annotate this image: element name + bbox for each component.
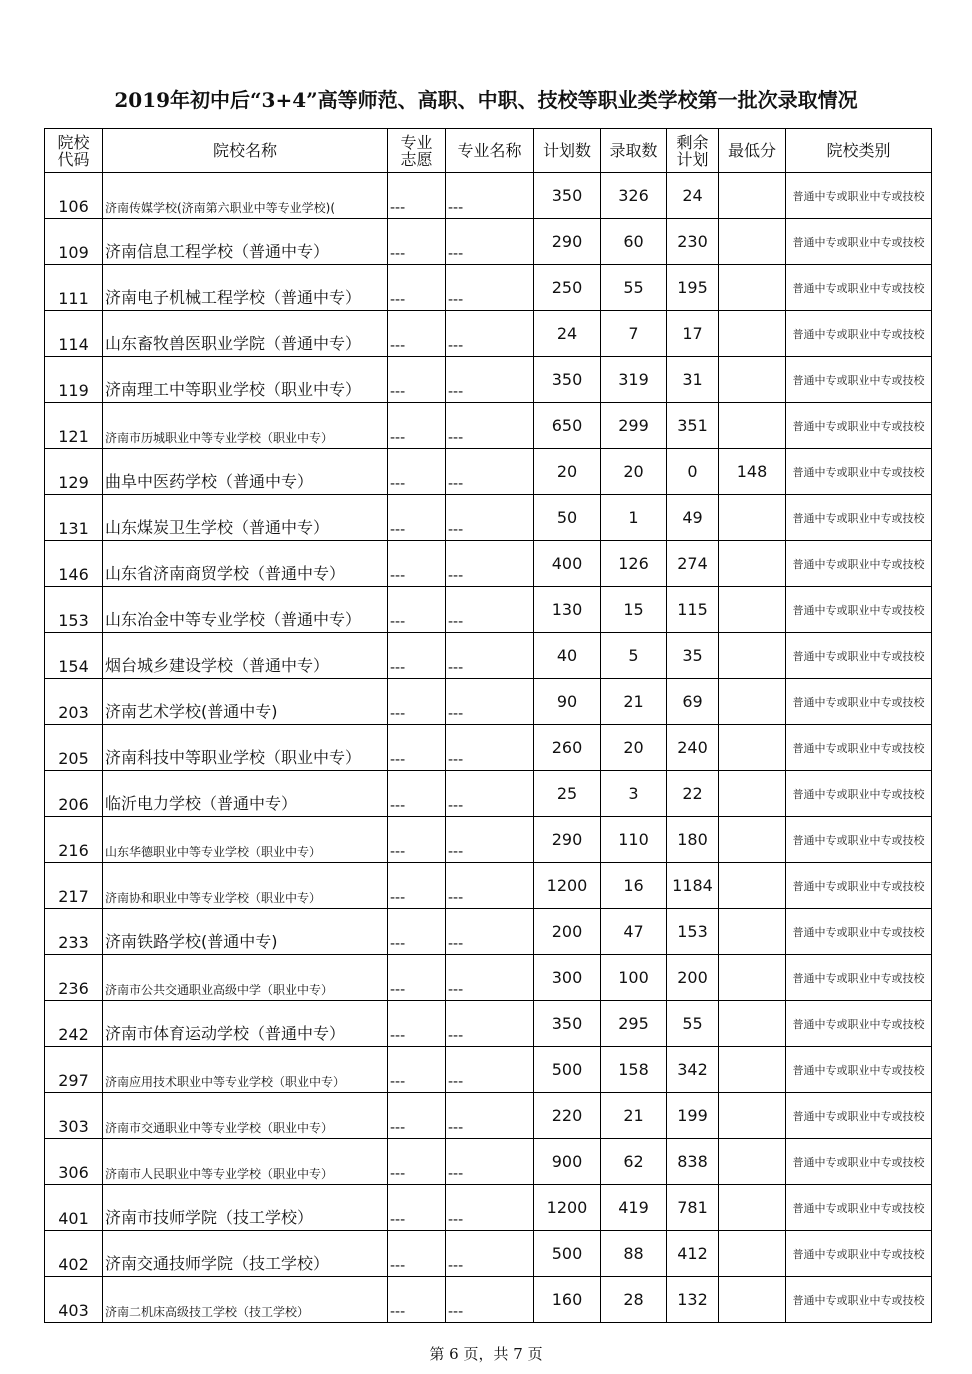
table-row [45,863,932,909]
admitted-count: 88 [601,1231,667,1277]
plan-count: 290 [534,817,601,863]
school-type: 普通中专或职业中专或技校 [786,1277,932,1323]
school-type: 普通中专或职业中专或技校 [786,219,932,265]
major-vol: --- [388,1139,446,1185]
major-name: --- [446,1185,534,1231]
remaining-count: 412 [667,1231,719,1277]
major-name: --- [446,725,534,771]
admitted-count: 158 [601,1047,667,1093]
school-code: 114 [45,311,103,357]
major-vol: --- [388,449,446,495]
remaining-count: 230 [667,219,719,265]
school-type: 普通中专或职业中专或技校 [786,265,932,311]
table-row [45,265,932,311]
min-score [719,863,786,909]
school-type: 普通中专或职业中专或技校 [786,1185,932,1231]
plan-count: 350 [534,1001,601,1047]
school-type: 普通中专或职业中专或技校 [786,1139,932,1185]
admitted-count: 419 [601,1185,667,1231]
table-row [45,357,932,403]
header-code: 院校 代码 [45,129,103,173]
school-code: 297 [45,1047,103,1093]
school-code: 205 [45,725,103,771]
major-vol: --- [388,771,446,817]
major-vol: --- [388,817,446,863]
admitted-count: 319 [601,357,667,403]
table-row [45,725,932,771]
remaining-count: 781 [667,1185,719,1231]
plan-count: 900 [534,1139,601,1185]
remaining-count: 274 [667,541,719,587]
admitted-count: 16 [601,863,667,909]
header-school-type: 院校类别 [786,129,932,173]
table-row [45,955,932,1001]
table-row [45,1047,932,1093]
major-name: --- [446,1231,534,1277]
school-type: 普通中专或职业中专或技校 [786,173,932,219]
school-code: 154 [45,633,103,679]
major-vol: --- [388,1277,446,1323]
min-score [719,1185,786,1231]
header-major-name: 专业名称 [446,129,534,173]
plan-count: 290 [534,219,601,265]
school-code: 111 [45,265,103,311]
table-header-row [45,129,932,173]
school-type: 普通中专或职业中专或技校 [786,955,932,1001]
plan-count: 400 [534,541,601,587]
school-name: 临沂电力学校（普通中专） [103,771,388,817]
table-row [45,679,932,725]
school-name: 山东煤炭卫生学校（普通中专） [103,495,388,541]
admitted-count: 126 [601,541,667,587]
remaining-count: 351 [667,403,719,449]
school-type: 普通中专或职业中专或技校 [786,771,932,817]
school-name: 济南信息工程学校（普通中专） [103,219,388,265]
plan-count: 260 [534,725,601,771]
school-code: 109 [45,219,103,265]
table-row [45,909,932,955]
admitted-count: 5 [601,633,667,679]
school-code: 129 [45,449,103,495]
school-name: 济南科技中等职业学校（职业中专） [103,725,388,771]
min-score [719,219,786,265]
major-vol: --- [388,311,446,357]
major-vol: --- [388,633,446,679]
table-row [45,1277,932,1323]
plan-count: 40 [534,633,601,679]
admitted-count: 20 [601,725,667,771]
major-name: --- [446,1047,534,1093]
major-name: --- [446,1001,534,1047]
major-vol: --- [388,1231,446,1277]
school-name: 济南市技师学院（技工学校） [103,1185,388,1231]
school-name: 山东冶金中等专业学校（普通中专） [103,587,388,633]
school-code: 236 [45,955,103,1001]
school-code: 303 [45,1093,103,1139]
school-name: 济南市交通职业中等专业学校（职业中专） [103,1093,388,1139]
admitted-count: 100 [601,955,667,1001]
major-name: --- [446,1093,534,1139]
remaining-count: 199 [667,1093,719,1139]
min-score [719,1231,786,1277]
major-vol: --- [388,265,446,311]
school-name: 山东华德职业中等专业学校（职业中专） [103,817,388,863]
min-score [719,725,786,771]
admitted-count: 299 [601,403,667,449]
min-score [719,265,786,311]
admitted-count: 28 [601,1277,667,1323]
major-vol: --- [388,1047,446,1093]
page-title: 2019年初中后“3+4”高等师范、高职、中职、技校等职业类学校第一批次录取情况 [114,88,858,112]
min-score [719,495,786,541]
min-score [719,1139,786,1185]
school-code: 146 [45,541,103,587]
table-row [45,1001,932,1047]
plan-count: 25 [534,771,601,817]
school-name: 济南铁路学校(普通中专) [103,909,388,955]
major-name: --- [446,633,534,679]
table-row [45,403,932,449]
admitted-count: 295 [601,1001,667,1047]
plan-count: 130 [534,587,601,633]
plan-count: 1200 [534,863,601,909]
school-code: 203 [45,679,103,725]
table-row [45,633,932,679]
admitted-count: 326 [601,173,667,219]
major-vol: --- [388,863,446,909]
plan-count: 220 [534,1093,601,1139]
admitted-count: 60 [601,219,667,265]
admitted-count: 3 [601,771,667,817]
min-score [719,955,786,1001]
school-code: 206 [45,771,103,817]
plan-count: 300 [534,955,601,1001]
min-score: 148 [719,449,786,495]
min-score [719,311,786,357]
min-score [719,679,786,725]
school-code: 121 [45,403,103,449]
min-score [719,587,786,633]
school-type: 普通中专或职业中专或技校 [786,403,932,449]
plan-count: 200 [534,909,601,955]
header-school-name: 院校名称 [103,129,388,173]
plan-count: 650 [534,403,601,449]
school-name: 济南传媒学校(济南第六职业中等专业学校)( [103,173,388,219]
school-name: 济南艺术学校(普通中专) [103,679,388,725]
remaining-count: 180 [667,817,719,863]
major-vol: --- [388,219,446,265]
school-code: 402 [45,1231,103,1277]
school-type: 普通中专或职业中专或技校 [786,495,932,541]
header-plan: 计划数 [534,129,601,173]
table-row [45,1093,932,1139]
major-vol: --- [388,1093,446,1139]
school-name: 济南市人民职业中等专业学校（职业中专） [103,1139,388,1185]
major-name: --- [446,587,534,633]
major-vol: --- [388,1185,446,1231]
remaining-count: 55 [667,1001,719,1047]
school-type: 普通中专或职业中专或技校 [786,1001,932,1047]
school-type: 普通中专或职业中专或技校 [786,1047,932,1093]
page-footer: 第 6 页，共 7 页 [429,1345,543,1363]
min-score [719,771,786,817]
admitted-count: 15 [601,587,667,633]
major-vol: --- [388,495,446,541]
major-vol: --- [388,955,446,1001]
plan-count: 50 [534,495,601,541]
school-type: 普通中专或职业中专或技校 [786,1093,932,1139]
remaining-count: 153 [667,909,719,955]
school-code: 242 [45,1001,103,1047]
remaining-count: 35 [667,633,719,679]
major-vol: --- [388,357,446,403]
major-vol: --- [388,725,446,771]
major-name: --- [446,265,534,311]
school-code: 233 [45,909,103,955]
remaining-count: 22 [667,771,719,817]
major-name: --- [446,173,534,219]
header-admitted: 录取数 [601,129,667,173]
school-code: 119 [45,357,103,403]
major-name: --- [446,679,534,725]
min-score [719,1001,786,1047]
admitted-count: 7 [601,311,667,357]
school-name: 曲阜中医药学校（普通中专） [103,449,388,495]
plan-count: 1200 [534,1185,601,1231]
table-row [45,587,932,633]
table-row [45,817,932,863]
admitted-count: 55 [601,265,667,311]
table-body [45,173,932,1323]
major-name: --- [446,817,534,863]
school-name: 山东畜牧兽医职业学院（普通中专） [103,311,388,357]
major-name: --- [446,955,534,1001]
header-major-vol: 专业 志愿 [388,129,446,173]
school-code: 216 [45,817,103,863]
school-type: 普通中专或职业中专或技校 [786,679,932,725]
plan-count: 500 [534,1047,601,1093]
remaining-count: 200 [667,955,719,1001]
school-name: 济南市体育运动学校（普通中专） [103,1001,388,1047]
major-vol: --- [388,541,446,587]
admitted-count: 1 [601,495,667,541]
min-score [719,541,786,587]
major-vol: --- [388,587,446,633]
major-name: --- [446,863,534,909]
major-vol: --- [388,909,446,955]
plan-count: 250 [534,265,601,311]
school-name: 济南电子机械工程学校（普通中专） [103,265,388,311]
school-type: 普通中专或职业中专或技校 [786,1231,932,1277]
school-type: 普通中专或职业中专或技校 [786,449,932,495]
table-row [45,1139,932,1185]
school-type: 普通中专或职业中专或技校 [786,541,932,587]
min-score [719,1093,786,1139]
remaining-count: 240 [667,725,719,771]
admission-table [44,128,932,1323]
major-name: --- [446,311,534,357]
major-name: --- [446,1139,534,1185]
school-code: 153 [45,587,103,633]
remaining-count: 838 [667,1139,719,1185]
min-score [719,633,786,679]
major-name: --- [446,449,534,495]
school-type: 普通中专或职业中专或技校 [786,817,932,863]
major-name: --- [446,771,534,817]
min-score [719,1277,786,1323]
major-vol: --- [388,679,446,725]
school-code: 306 [45,1139,103,1185]
major-name: --- [446,219,534,265]
school-type: 普通中专或职业中专或技校 [786,725,932,771]
min-score [719,173,786,219]
header-remaining: 剩余 计划 [667,129,719,173]
plan-count: 20 [534,449,601,495]
major-vol: --- [388,173,446,219]
remaining-count: 69 [667,679,719,725]
admitted-count: 20 [601,449,667,495]
table-row [45,541,932,587]
school-code: 131 [45,495,103,541]
admitted-count: 62 [601,1139,667,1185]
school-name: 山东省济南商贸学校（普通中专） [103,541,388,587]
remaining-count: 195 [667,265,719,311]
remaining-count: 132 [667,1277,719,1323]
remaining-count: 342 [667,1047,719,1093]
major-name: --- [446,357,534,403]
school-code: 403 [45,1277,103,1323]
remaining-count: 24 [667,173,719,219]
table-row [45,1185,932,1231]
min-score [719,1047,786,1093]
min-score [719,817,786,863]
school-name: 济南理工中等职业学校（职业中专） [103,357,388,403]
school-type: 普通中专或职业中专或技校 [786,587,932,633]
school-type: 普通中专或职业中专或技校 [786,909,932,955]
plan-count: 160 [534,1277,601,1323]
table-row [45,173,932,219]
table-row [45,311,932,357]
school-code: 106 [45,173,103,219]
school-name: 济南二机床高级技工学校（技工学校） [103,1277,388,1323]
remaining-count: 1184 [667,863,719,909]
table-row [45,771,932,817]
major-vol: --- [388,1001,446,1047]
admitted-count: 21 [601,1093,667,1139]
plan-count: 350 [534,173,601,219]
major-name: --- [446,495,534,541]
school-type: 普通中专或职业中专或技校 [786,863,932,909]
school-name: 济南应用技术职业中等专业学校（职业中专） [103,1047,388,1093]
school-code: 217 [45,863,103,909]
school-name: 烟台城乡建设学校（普通中专） [103,633,388,679]
plan-count: 500 [534,1231,601,1277]
major-vol: --- [388,403,446,449]
table-row [45,219,932,265]
remaining-count: 17 [667,311,719,357]
admitted-count: 110 [601,817,667,863]
admitted-count: 47 [601,909,667,955]
school-name: 济南交通技师学院（技工学校） [103,1231,388,1277]
header-min-score: 最低分 [719,129,786,173]
major-name: --- [446,403,534,449]
min-score [719,909,786,955]
school-name: 济南市历城职业中等专业学校（职业中专） [103,403,388,449]
table-row [45,1231,932,1277]
min-score [719,403,786,449]
major-name: --- [446,1277,534,1323]
admitted-count: 21 [601,679,667,725]
school-type: 普通中专或职业中专或技校 [786,311,932,357]
major-name: --- [446,909,534,955]
remaining-count: 0 [667,449,719,495]
school-type: 普通中专或职业中专或技校 [786,357,932,403]
school-type: 普通中专或职业中专或技校 [786,633,932,679]
school-name: 济南协和职业中等专业学校（职业中专） [103,863,388,909]
remaining-count: 49 [667,495,719,541]
min-score [719,357,786,403]
school-code: 401 [45,1185,103,1231]
remaining-count: 31 [667,357,719,403]
remaining-count: 115 [667,587,719,633]
plan-count: 24 [534,311,601,357]
table-row [45,495,932,541]
table-row [45,449,932,495]
school-name: 济南市公共交通职业高级中学（职业中专） [103,955,388,1001]
plan-count: 90 [534,679,601,725]
plan-count: 350 [534,357,601,403]
major-name: --- [446,541,534,587]
